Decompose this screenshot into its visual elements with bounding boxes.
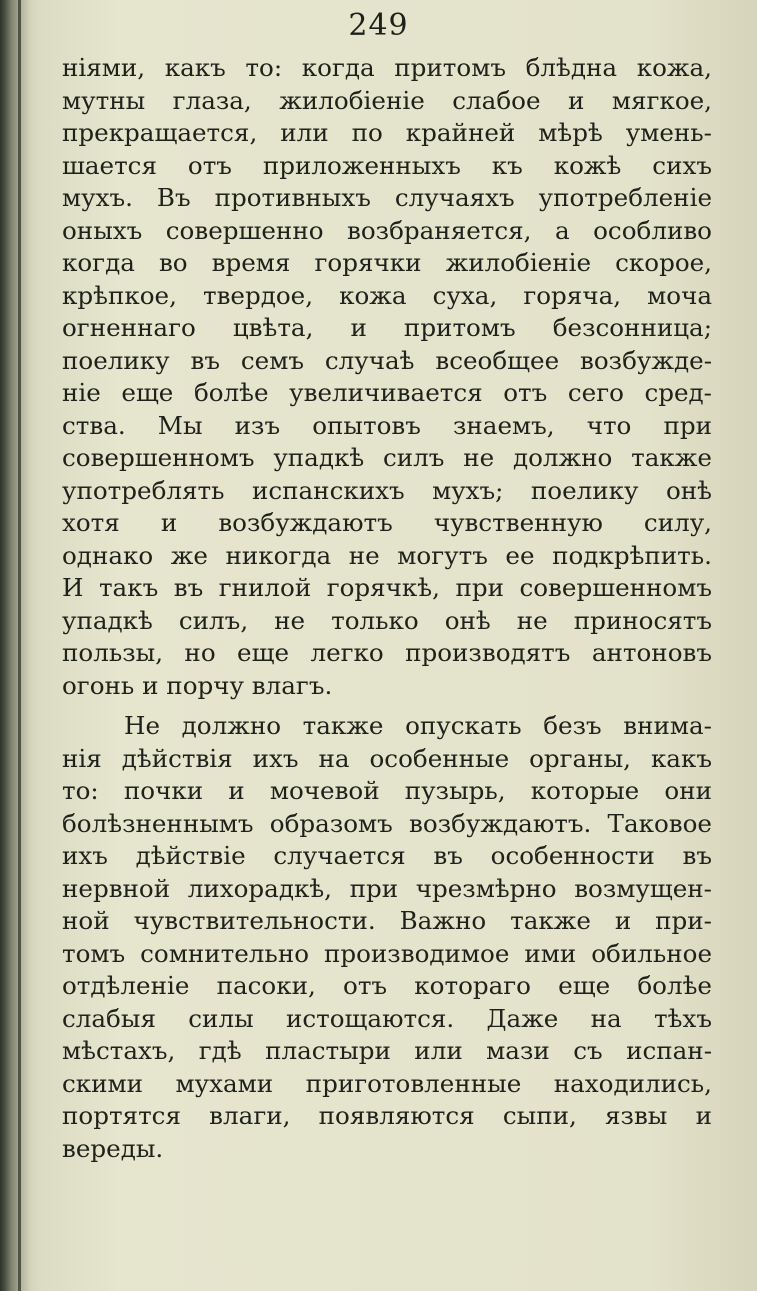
text-line: упадкѣ силъ, не только онѣ не приносятъ — [62, 605, 712, 635]
paragraph-1 — [62, 52, 712, 702]
text-line: однако же никогда не могутъ ее подкрѣпить. — [62, 540, 712, 570]
binding-edge — [18, 0, 21, 1291]
text-line: вереды. — [62, 1133, 164, 1163]
text-line: пользы, но еще легко производятъ антоновъ — [62, 638, 712, 667]
text-line: ства. Мы изъ опытовъ знаемъ, что при — [62, 410, 712, 440]
text-line: ной чувствительности. Важно также и при- — [62, 906, 712, 935]
text-line: хотя и возбуждаютъ чувственную силу, — [62, 508, 712, 537]
text-line: Не должно также опускать безъ внима- — [124, 711, 712, 740]
text-line: крѣпкое, твердое, кожа суха, горяча, моча — [62, 280, 712, 310]
text-line: ніе еще болѣе увеличивается отъ сего сред- — [62, 378, 712, 407]
text-line: шается отъ приложенныхъ къ кожѣ сихъ — [62, 150, 712, 180]
text-line: огонь и порчу влагъ. — [62, 670, 333, 700]
text-line: скими мухами приготовленные находились, — [62, 1068, 712, 1098]
text-line: И такъ въ гнилой горячкѣ, при совершенномъ — [62, 573, 712, 602]
paragraph-gap — [62, 702, 712, 710]
text-line: нервной лихорадкѣ, при чрезмѣрно возмущен- — [62, 873, 712, 903]
text-line: когда во время горячки жилобіеніе скорое, — [62, 248, 712, 277]
page-number: 249 — [348, 8, 409, 43]
text-line: мухъ. Въ противныхъ случаяхъ употребленіе — [62, 183, 712, 212]
text-line: нія дѣйствія ихъ на особенные органы, какъ — [62, 743, 712, 773]
text-line: употреблять испанскихъ мухъ; поелику онѣ — [62, 475, 712, 505]
paragraph-2 — [62, 710, 712, 1165]
text-line: ихъ дѣйствіе случается въ особенности въ — [62, 841, 712, 870]
text-line: поелику въ семъ случаѣ всеобщее возбужде- — [62, 345, 712, 375]
text-line: слабыя силы истощаются. Даже на тѣхъ — [62, 1003, 712, 1033]
text-line: болѣзненнымъ образомъ возбуждаютъ. Таковое — [62, 808, 712, 838]
text-line: совершенномъ упадкѣ силъ не должно также — [62, 443, 712, 472]
text-line: то: почки и мочевой пузырь, которые они — [62, 776, 712, 805]
text-line: прекращается, или по крайней мѣрѣ умень- — [62, 118, 712, 147]
text-line: томъ сомнительно производимое ими обильное — [62, 938, 712, 968]
text-line: отдѣленіе пасоки, отъ котораго еще болѣе — [62, 971, 712, 1000]
binding-shadow — [0, 0, 30, 1291]
text-line: огненнаго цвѣта, и притомъ безсонница; — [62, 313, 712, 342]
text-line: мутны глаза, жилобіеніе слабое и мягкое, — [62, 85, 712, 115]
body-text — [62, 52, 712, 1165]
text-line: мѣстахъ, гдѣ пластыри или мази съ испан- — [62, 1036, 712, 1065]
text-line: портятся влаги, появляются сыпи, язвы и — [62, 1101, 712, 1130]
text-line: ніями, какъ то: когда притомъ блѣдна кожа, — [62, 53, 712, 82]
text-line: оныхъ совершенно возбраняется, а особливо — [62, 215, 712, 245]
